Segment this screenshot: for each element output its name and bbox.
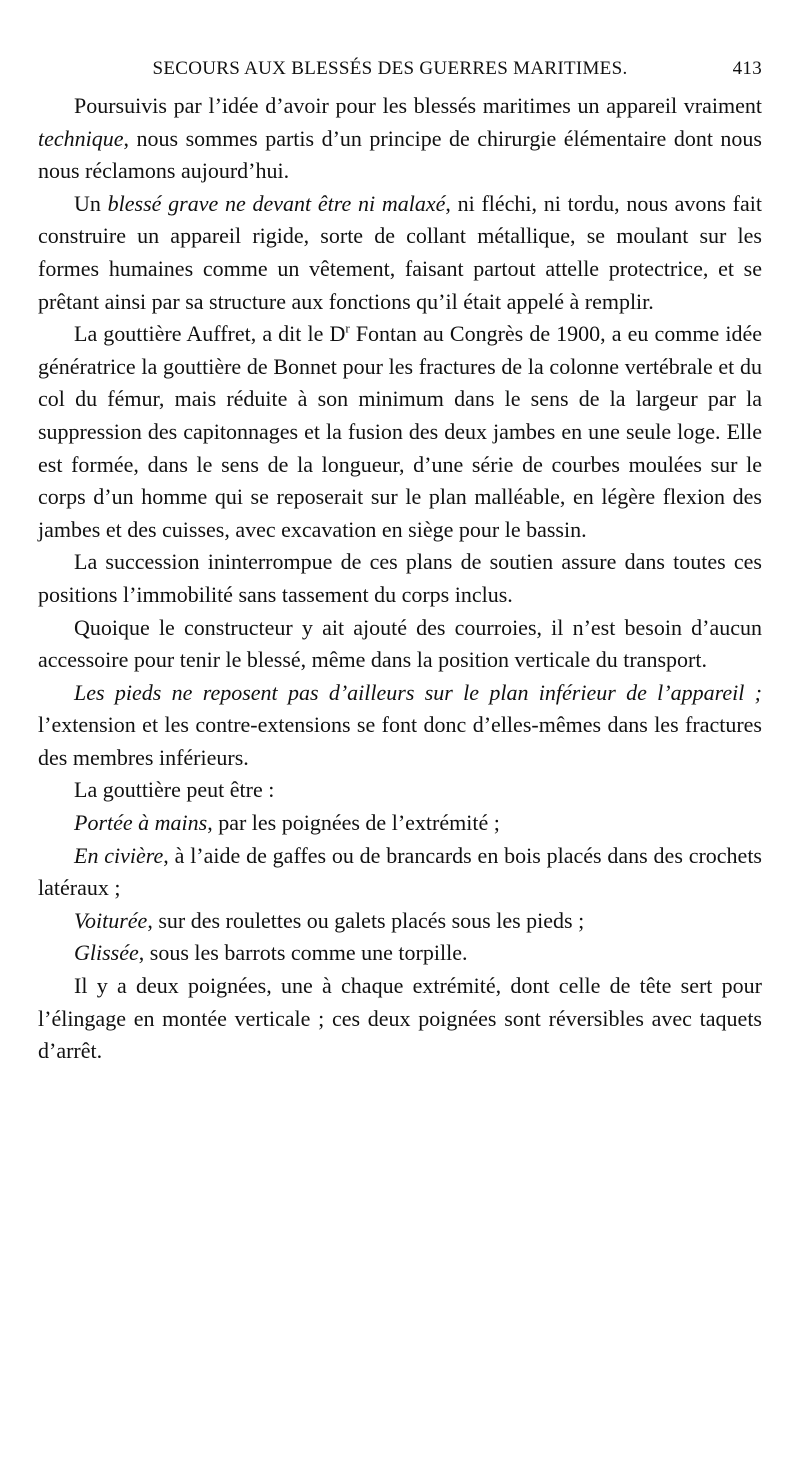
paragraph — [38, 677, 762, 775]
text-run: , à l’aide de gaffes ou de brancards en bois placés dans des crochets latéraux ; — [38, 842, 762, 901]
list-item — [38, 807, 762, 840]
running-title: SECOURS AUX BLESSÉS DES GUERRES MARITIMES. — [152, 58, 628, 79]
superscript: r — [345, 320, 350, 336]
text-run: , sur des roulettes ou galets placés sous les pieds ; — [147, 907, 585, 933]
list-item — [38, 840, 762, 905]
text-run: Un — [74, 190, 108, 216]
text-run: La gouttière Auffret, a dit le D — [74, 321, 346, 347]
list-item — [38, 937, 762, 970]
italic-run: Portée à mains — [74, 810, 208, 836]
text-run: Poursuivis par l’idée d’avoir pour les blessés maritimes un appareil vraiment — [74, 93, 762, 118]
body-text — [38, 90, 762, 1068]
paragraph — [38, 90, 762, 188]
text-run: l’extension et les contre-extensions se font donc d’elles-mêmes dans les fractures des membres inférieurs. — [38, 712, 762, 770]
italic-run: Glissée — [74, 940, 139, 966]
italic-run: En civière — [74, 842, 164, 868]
paragraph — [38, 188, 762, 318]
text-run: , par les poignées de l’extrémité ; — [207, 810, 500, 836]
italic-run: Voiturée — [74, 907, 148, 933]
list-item — [38, 905, 762, 938]
paragraph: Il y a deux poignées, une à chaque extrémité, dont celle de tête sert pour l’élingage en montée verticale ; ces deux poignées sont réversibles avec taquets d’arrêt. — [38, 973, 762, 1064]
page-number: 413 — [732, 58, 762, 79]
paragraph: La succession ininterrompue de ces plans de soutien assure dans toutes ces positions l’immobilité sans tassement du corps inclus. — [38, 549, 762, 607]
paragraph — [38, 318, 762, 546]
italic-run: technique — [38, 125, 124, 151]
text-run: , nous sommes partis d’un principe de chirurgie élémentaire dont nous nous réclamons aujourd’hui. — [38, 125, 762, 184]
italic-run: Les pieds ne reposent pas d’ailleurs sur le plan inférieur de l’appareil ; — [74, 679, 762, 705]
text-run: , sous les barrots comme une torpille. — [138, 940, 468, 966]
text-run: Fontan au Congrès de 1900, a eu comme idée génératrice la gouttière de Bonnet pour les fractures de la colonne vertébrale et du col du fémur, mais réduite à son minimum dans le sens de la largeur par la suppression des capitonnages et la fusion des deux jambes en une seule loge. Elle est formée, dans le sens de la longueur, d’une série de courbes moulées sur le corps d’un homme qui se reposerait sur le plan malléable, en légère flexion des jambes et des cuisses, avec excavation en siège pour le bassin. — [38, 321, 762, 542]
paragraph: La gouttière peut être : — [74, 777, 275, 803]
running-head — [38, 58, 762, 90]
italic-run: blessé grave ne devant être ni malaxé — [107, 190, 446, 216]
text-run: , ni fléchi, ni tordu, nous avons fait construire un appareil rigide, sorte de collant métallique, se moulant sur les formes humaines comme un vêtement, faisant partout attelle protectrice, et se prêtant ainsi par sa structure aux fonctions qu’il était appelé à remplir. — [38, 190, 763, 314]
book-page — [38, 58, 762, 1068]
paragraph: Quoique le constructeur y ait ajouté des courroies, il n’est besoin d’aucun accessoire pour tenir le blessé, même dans la position verticale du transport. — [38, 614, 762, 673]
